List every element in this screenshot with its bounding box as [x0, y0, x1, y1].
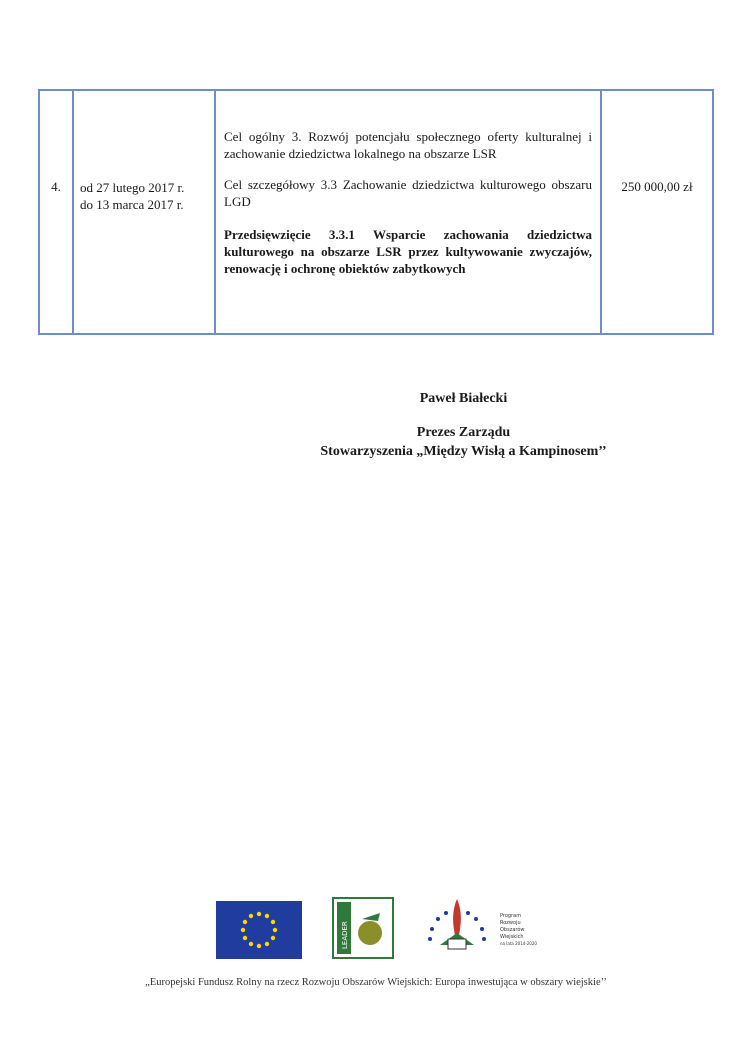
signature-org: Stowarzyszenia „Między Wisłą a Kampinosem’’	[320, 444, 607, 459]
date-to: do 13 marca 2017 r.	[80, 197, 184, 212]
date-range-cell	[74, 91, 216, 333]
leader-emblem-icon	[334, 899, 392, 957]
goals-cell	[216, 91, 602, 333]
goal-specific: Cel szczegółowy 3.3 Zachowanie dziedzictwa kulturowego obszaru LGD	[224, 177, 592, 209]
logos-bar	[0, 893, 752, 963]
goal-general: Cel ogólny 3. Rozwój potencjału społecznego oferty kulturalnej i zachowanie dziedzictwa lokalnego na obszarze LSR	[224, 129, 592, 161]
eu-flag-logo	[216, 901, 302, 959]
leader-logo	[332, 897, 394, 959]
prow-logo	[420, 893, 540, 961]
row-number: 4.	[40, 91, 74, 333]
undertaking: Przedsięwzięcie 3.3.1 Wsparcie zachowania dziedzictwa kulturowego na obszarze LSR przez kultywowanie zwyczajów, renowację i ochronę obiektów zabytkowych	[224, 227, 592, 276]
svg-text:Wiejskich: Wiejskich	[500, 934, 524, 940]
date-from: od 27 lutego 2017 r.	[80, 180, 185, 195]
svg-text:Program: Program	[500, 913, 522, 919]
signature-name: Paweł Białecki	[419, 391, 508, 406]
eu-stars-icon	[216, 901, 302, 959]
svg-text:LEADER: LEADER	[341, 921, 349, 949]
svg-text:na lata 2014-2020: na lata 2014-2020	[500, 941, 537, 946]
svg-text:Obszarów: Obszarów	[500, 927, 525, 933]
signature-role: Prezes Zarządu	[416, 425, 511, 440]
funding-footer: „Europejski Fundusz Rolny na rzecz Rozwoju Obszarów Wiejskich: Europa inwestująca w obszary wiejskie’’	[145, 977, 607, 988]
svg-text:Rozwoju: Rozwoju	[500, 920, 521, 926]
schedule-table	[38, 89, 714, 335]
amount-cell: 250 000,00 zł	[621, 179, 693, 194]
prow-emblem-icon	[420, 893, 540, 961]
